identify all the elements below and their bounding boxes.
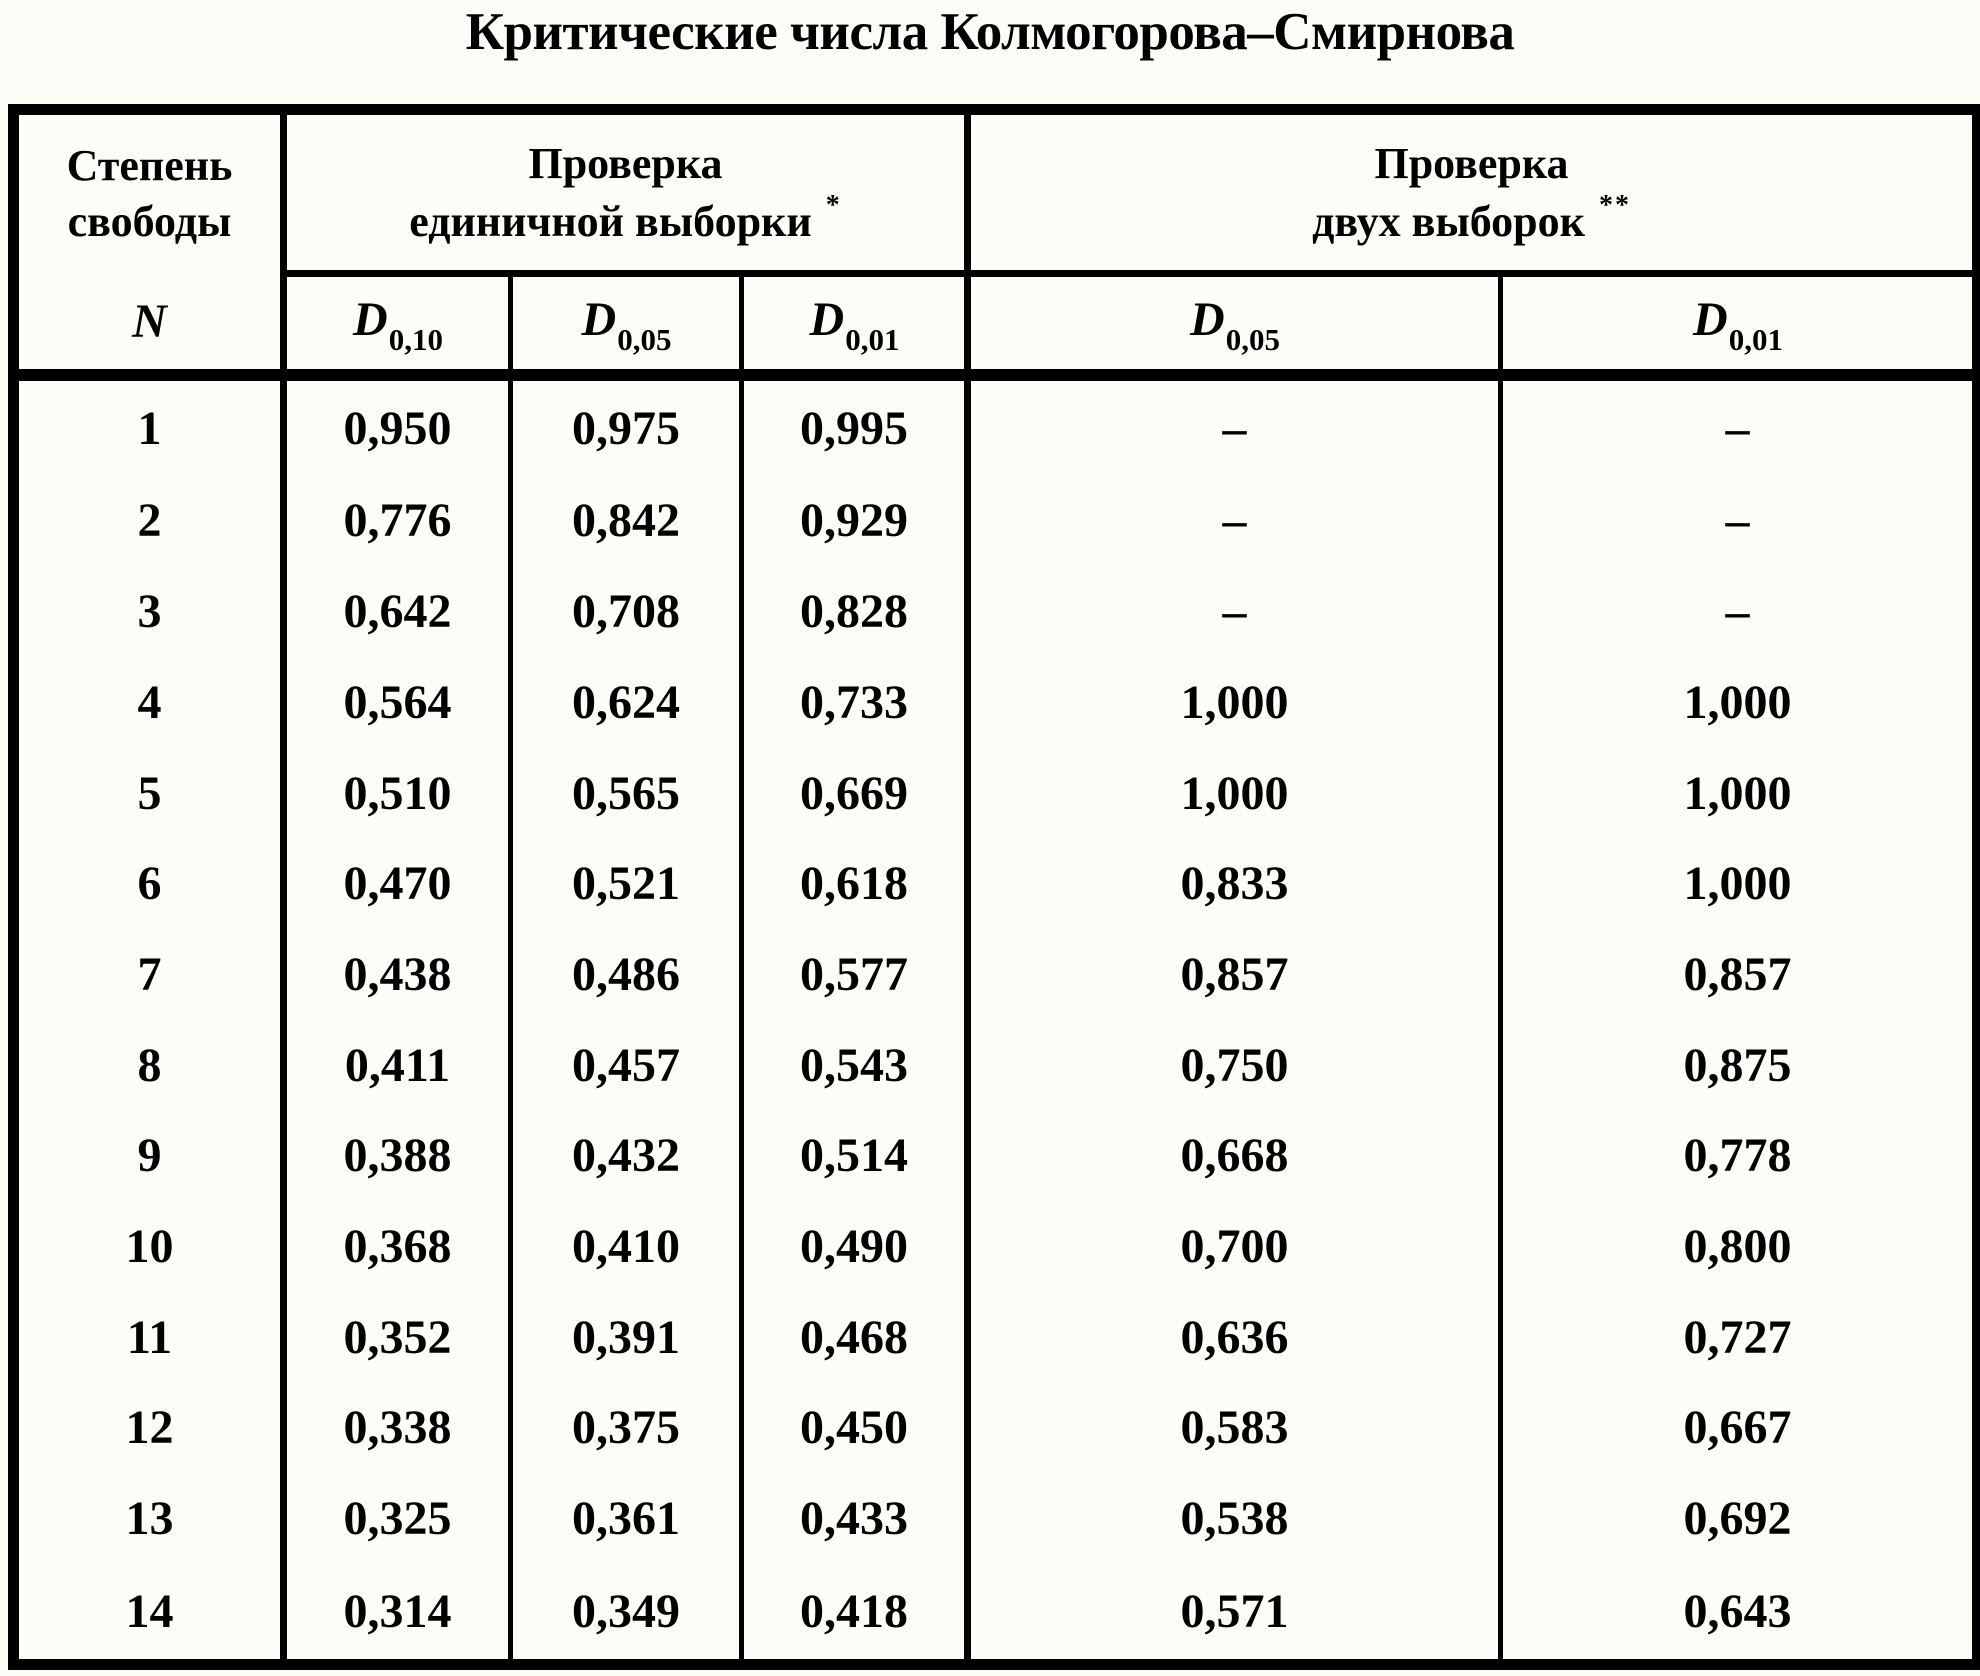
cell-d001: 0,577	[742, 929, 968, 1020]
cell-n: 12	[14, 1383, 284, 1474]
table-row	[14, 1292, 1978, 1383]
column-header-d001-two: $D_{0,01}$	[1501, 274, 1978, 375]
cell-t005: 0,636	[968, 1292, 1501, 1383]
cell-d010: 0,411	[284, 1020, 511, 1111]
cell-t005: –	[968, 566, 1501, 657]
column-header-d005-two: $D_{0,05}$	[968, 274, 1501, 375]
cell-t001: 1,000	[1683, 857, 1792, 911]
cell-t005: 0,857	[968, 929, 1501, 1020]
cell-t001: 0,727	[1683, 1310, 1792, 1364]
cell-d001: 0,618	[742, 838, 968, 929]
table-row	[14, 476, 1978, 567]
cell-d005: 0,486	[511, 929, 742, 1020]
cell-t001: –	[1725, 401, 1750, 455]
cell-t001: 1,000	[1683, 675, 1792, 729]
critical-values-table	[8, 104, 1972, 1666]
cell-n: 1	[14, 375, 284, 476]
table-row	[14, 1564, 1978, 1664]
cell-n: 8	[14, 1020, 284, 1111]
cell-d001: 0,450	[742, 1383, 968, 1474]
degrees-of-freedom-header	[14, 110, 284, 376]
group2-line1: Проверка	[1374, 139, 1569, 189]
header-sub-row	[14, 274, 1978, 375]
footnote-mark-single: *	[825, 189, 842, 221]
cell-d005: 0,708	[511, 566, 742, 657]
cell-n: 5	[14, 748, 284, 839]
cell-d010: 0,368	[284, 1201, 511, 1292]
cell-d005: 0,391	[511, 1292, 742, 1383]
cell-t005: 1,000	[968, 657, 1501, 748]
cell-t001: –	[1725, 494, 1750, 548]
cell-n: 3	[14, 566, 284, 657]
cell-d010: 0,314	[284, 1564, 511, 1664]
cell-n: 7	[14, 929, 284, 1020]
cell-d010: 0,352	[284, 1292, 511, 1383]
header-group-row	[14, 110, 1978, 274]
cell-d005: 0,410	[511, 1201, 742, 1292]
table-row	[14, 1383, 1978, 1474]
cell-n: 6	[14, 838, 284, 929]
cell-t005: 0,750	[968, 1020, 1501, 1111]
cell-n: 2	[14, 476, 284, 567]
column-header-d005-single: $D_{0,05}$	[511, 274, 742, 375]
cell-d001: 0,418	[742, 1564, 968, 1664]
cell-d005: 0,624	[511, 657, 742, 748]
cell-d005: 0,457	[511, 1020, 742, 1111]
group2-line2: двух выборок **	[1312, 189, 1631, 246]
cell-d001: 0,543	[742, 1020, 968, 1111]
column-header-d001-single: $D_{0,01}$	[742, 274, 968, 375]
cell-t001: 0,778	[1683, 1129, 1792, 1183]
cell-d010: 0,470	[284, 838, 511, 929]
cell-t005: 0,833	[968, 838, 1501, 929]
cell-t001: 0,800	[1683, 1220, 1792, 1274]
cell-d001: 0,468	[742, 1292, 968, 1383]
cell-d001: 0,828	[742, 566, 968, 657]
page-title: Критические числа Колмогорова–Смирнова	[465, 3, 1515, 61]
cell-t001: 0,875	[1683, 1038, 1792, 1092]
cell-n: 14	[14, 1564, 284, 1664]
cell-d010: 0,388	[284, 1111, 511, 1202]
cell-n: 13	[14, 1473, 284, 1564]
cell-t001: 0,857	[1683, 947, 1792, 1001]
cell-d005: 0,975	[511, 375, 742, 476]
cell-t005: –	[968, 476, 1501, 567]
cell-d005: 0,432	[511, 1111, 742, 1202]
table-row	[14, 375, 1978, 476]
table	[8, 104, 1980, 1670]
cell-t001: 0,667	[1683, 1401, 1792, 1455]
cell-t005: –	[968, 375, 1501, 476]
cell-d001: 0,514	[742, 1111, 968, 1202]
group-header-single-sample	[284, 110, 968, 274]
cell-d005: 0,349	[511, 1564, 742, 1664]
cell-d010: 0,950	[284, 375, 511, 476]
cell-t005: 0,668	[968, 1111, 1501, 1202]
group-header-two-sample	[968, 110, 1978, 274]
cell-d001: 0,995	[742, 375, 968, 476]
cell-t005: 0,583	[968, 1383, 1501, 1474]
cell-d005: 0,521	[511, 838, 742, 929]
cell-d010: 0,338	[284, 1383, 511, 1474]
group1-line2: единичной выборки *	[409, 189, 842, 246]
table-row	[14, 748, 1978, 839]
table-row	[14, 657, 1978, 748]
cell-t005: 0,571	[968, 1564, 1501, 1664]
table-row	[14, 1111, 1978, 1202]
cell-n: 4	[14, 657, 284, 748]
cell-t005: 1,000	[968, 748, 1501, 839]
degrees-of-freedom-label: Степень свободы	[66, 140, 233, 246]
cell-t001: 0,643	[1683, 1584, 1792, 1638]
group1-line1: Проверка	[528, 139, 723, 189]
cell-d005: 0,375	[511, 1383, 742, 1474]
cell-n: 10	[14, 1201, 284, 1292]
cell-d001: 0,433	[742, 1473, 968, 1564]
cell-n: 9	[14, 1111, 284, 1202]
table-row	[14, 1473, 1978, 1564]
cell-t005: 0,700	[968, 1201, 1501, 1292]
table-row	[14, 929, 1978, 1020]
cell-d001: 0,733	[742, 657, 968, 748]
cell-d001: 0,669	[742, 748, 968, 839]
cell-d010: 0,510	[284, 748, 511, 839]
cell-t005: 0,538	[968, 1473, 1501, 1564]
cell-n: 11	[14, 1292, 284, 1383]
table-row	[14, 566, 1978, 657]
n-symbol: N	[132, 294, 167, 348]
table-row	[14, 838, 1978, 929]
cell-d005: 0,361	[511, 1473, 742, 1564]
column-header-d010: $D_{0,10}$	[284, 274, 511, 375]
cell-d001: 0,490	[742, 1201, 968, 1292]
cell-d010: 0,564	[284, 657, 511, 748]
cell-d005: 0,565	[511, 748, 742, 839]
cell-d010: 0,776	[284, 476, 511, 567]
cell-t001: –	[1725, 585, 1750, 639]
cell-d010: 0,325	[284, 1473, 511, 1564]
cell-t001: 1,000	[1683, 766, 1792, 820]
cell-t001: 0,692	[1683, 1492, 1792, 1546]
table-row	[14, 1201, 1978, 1292]
footnote-mark-double: **	[1598, 189, 1631, 221]
table-row	[14, 1020, 1978, 1111]
cell-d001: 0,929	[742, 476, 968, 567]
cell-d010: 0,642	[284, 566, 511, 657]
cell-d010: 0,438	[284, 929, 511, 1020]
cell-d005: 0,842	[511, 476, 742, 567]
